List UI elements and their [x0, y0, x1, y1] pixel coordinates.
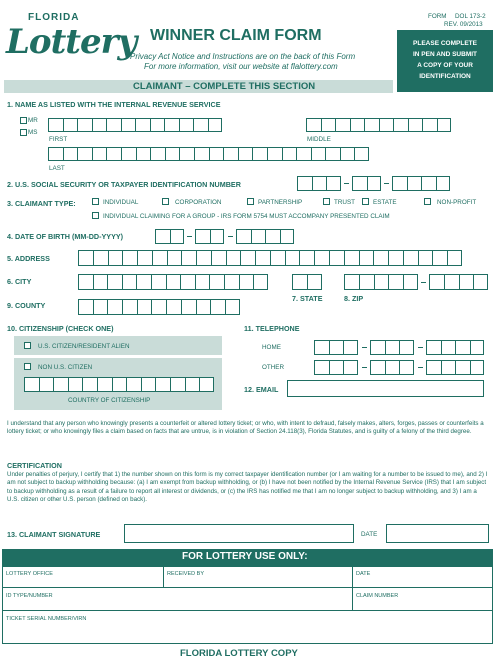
form-title: WINNER CLAIM FORM: [150, 27, 322, 44]
group-label: INDIVIDUAL CLAIMING FOR A GROUP - IRS FORM 5754 MUST ACCOMPANY PRESENTED CLAIM: [103, 213, 390, 220]
zip-label: 8. ZIP: [344, 294, 364, 303]
logo-main-text: Lottery: [6, 22, 137, 62]
telephone-label: 11. TELEPHONE: [244, 324, 300, 333]
trust-checkbox[interactable]: [323, 198, 330, 205]
logo: [6, 8, 137, 72]
signature-label: 13. CLAIMANT SIGNATURE: [7, 530, 101, 539]
row-divider: [2, 587, 493, 588]
non-profit-label: NON-PROFIT: [437, 199, 477, 206]
logo-top-text: FLORIDA: [28, 12, 80, 23]
corporation-checkbox[interactable]: [162, 198, 169, 205]
estate-checkbox[interactable]: [362, 198, 369, 205]
ssn-dash: [384, 183, 389, 184]
first-name-field[interactable]: [48, 118, 222, 132]
certification-heading: CERTIFICATION: [7, 461, 62, 470]
mr-label: MR: [28, 117, 38, 124]
certification-text: Under penalties of perjury, I certify that 1) the number shown on this form is my correct taxpayer identification number (or I am waiting for a number to be issued to me), and 2) I am not subject to backup withholding because: (a) I am exempt from backup withholding, or (b) I have not been notified by the Internal Revenue Service (IRS) that I am subject to backup withholding as a result of a failure to report all interest or dividends, or (c) the IRS has notified me that I am no longer subject to backup withholding, and 3) I am a U.S. citizen or other U.S. person (defined on back).: [7, 471, 488, 504]
us-citizen-label: U.S. CITIZEN/RESIDENT ALIEN: [38, 343, 130, 350]
form-label: FORM: [428, 13, 447, 20]
date-field[interactable]: [386, 524, 489, 543]
address-label: 5. ADDRESS: [7, 254, 50, 263]
estate-label: ESTATE: [373, 199, 397, 206]
section-title: CLAIMANT – COMPLETE THIS SECTION: [133, 81, 316, 92]
mr-checkbox[interactable]: [20, 117, 27, 124]
county-field[interactable]: [78, 299, 240, 315]
state-field[interactable]: [292, 274, 322, 290]
middle-name-field[interactable]: [306, 118, 451, 132]
home-prefix[interactable]: [370, 340, 414, 355]
partnership-label: PARTNERSHIP: [258, 199, 303, 206]
name-label: 1. NAME AS LISTED WITH THE INTERNAL REVENUE SERVICE: [7, 100, 221, 109]
home-area-code[interactable]: [314, 340, 358, 355]
zip-plus4-field[interactable]: [429, 274, 488, 290]
email-field[interactable]: [287, 380, 484, 397]
partnership-checkbox[interactable]: [247, 198, 254, 205]
row-divider: [2, 610, 493, 611]
office-use-table: [2, 566, 493, 644]
subtitle-line1: Privacy Act Notice and Instructions are on the back of this Form: [130, 52, 356, 61]
individual-checkbox[interactable]: [92, 198, 99, 205]
other-area-code[interactable]: [314, 360, 358, 375]
ms-label: MS: [28, 129, 38, 136]
non-profit-checkbox[interactable]: [424, 198, 431, 205]
copy-label: FLORIDA LOTTERY COPY: [180, 648, 298, 659]
other-prefix[interactable]: [370, 360, 414, 375]
id-type-label: ID TYPE/NUMBER: [6, 593, 53, 599]
notice-line: IN PEN AND SUBMIT: [412, 51, 478, 58]
dob-year[interactable]: [236, 229, 294, 244]
claim-number-label: CLAIM NUMBER: [356, 593, 399, 599]
signature-field[interactable]: [124, 524, 354, 543]
us-citizen-checkbox[interactable]: [24, 342, 31, 349]
column-divider: [163, 566, 164, 587]
dob-month[interactable]: [155, 229, 184, 244]
non-us-checkbox[interactable]: [24, 363, 31, 370]
phone-dash: [362, 367, 367, 368]
dob-label: 4. DATE OF BIRTH (MM-DD-YYYY): [7, 232, 124, 241]
corporation-label: CORPORATION: [175, 199, 222, 206]
ssn-part2[interactable]: [352, 176, 381, 191]
city-field[interactable]: [78, 274, 268, 290]
non-us-label: NON U.S. CITIZEN: [38, 364, 93, 371]
ssn-part1[interactable]: [297, 176, 341, 191]
notice-line: IDENTIFICATION: [419, 73, 471, 80]
form-revision: REV. 09/2013: [444, 21, 483, 28]
form-number: DOL 173-2: [455, 13, 486, 20]
state-label: 7. STATE: [292, 294, 323, 303]
office-use-title: FOR LOTTERY USE ONLY:: [182, 551, 308, 562]
lottery-office-label: LOTTERY OFFICE: [6, 571, 53, 577]
dob-dash: [187, 236, 192, 237]
first-name-label: FIRST: [49, 136, 68, 143]
home-line[interactable]: [426, 340, 484, 355]
column-divider: [352, 566, 353, 611]
group-checkbox[interactable]: [92, 212, 99, 219]
phone-dash: [418, 367, 423, 368]
subtitle-line2: For more information, visit our website at flalottery.com: [144, 62, 338, 71]
phone-dash: [418, 347, 423, 348]
other-line[interactable]: [426, 360, 484, 375]
country-label: COUNTRY OF CITIZENSHIP: [68, 397, 151, 404]
ms-checkbox[interactable]: [20, 129, 27, 136]
notice-line: A COPY OF YOUR: [417, 62, 473, 69]
email-label: 12. EMAIL: [244, 385, 279, 394]
claimant-type-label: 3. CLAIMANT TYPE:: [7, 199, 76, 208]
zip-dash: [421, 282, 426, 283]
instruction-notice: [397, 30, 493, 92]
ssn-label: 2. U.S. SOCIAL SECURITY OR TAXPAYER IDENTIFICATION NUMBER: [7, 180, 241, 189]
trust-label: TRUST: [334, 199, 355, 206]
individual-label: INDIVIDUAL: [103, 199, 139, 206]
dob-day[interactable]: [195, 229, 224, 244]
zip-field[interactable]: [344, 274, 418, 290]
citizenship-label: 10. CITIZENSHIP (CHECK ONE): [7, 324, 114, 333]
phone-dash: [362, 347, 367, 348]
ssn-dash: [344, 183, 349, 184]
fraud-statement: I understand that any person who knowingly presents a counterfeit or altered lottery ticket; or who, with intent to defraud, falsely makes, alters, forges, passes or counterfeits a lottery ticket; or who knowingly files a claim based on facts that are untrue, is in violation of Section 24.118(3), Florida Statutes, and is guilty of a felony of the third degree.: [7, 420, 484, 436]
address-field[interactable]: [78, 250, 462, 266]
country-field[interactable]: [24, 377, 214, 392]
county-label: 9. COUNTY: [7, 301, 46, 310]
last-name-field[interactable]: [48, 147, 369, 161]
city-label: 6. CITY: [7, 277, 32, 286]
home-phone-label: HOME: [262, 344, 281, 351]
office-date-label: DATE: [356, 571, 371, 577]
ssn-part3[interactable]: [392, 176, 450, 191]
ticket-serial-label: TICKET SERIAL NUMBER/VIRN: [6, 616, 87, 622]
notice-line: PLEASE COMPLETE: [413, 40, 477, 47]
middle-name-label: MIDDLE: [307, 136, 331, 143]
other-phone-label: OTHER: [262, 364, 285, 371]
dob-dash: [228, 236, 233, 237]
last-name-label: LAST: [49, 165, 65, 172]
received-by-label: RECEIVED BY: [167, 571, 204, 577]
date-label: DATE: [361, 531, 378, 538]
